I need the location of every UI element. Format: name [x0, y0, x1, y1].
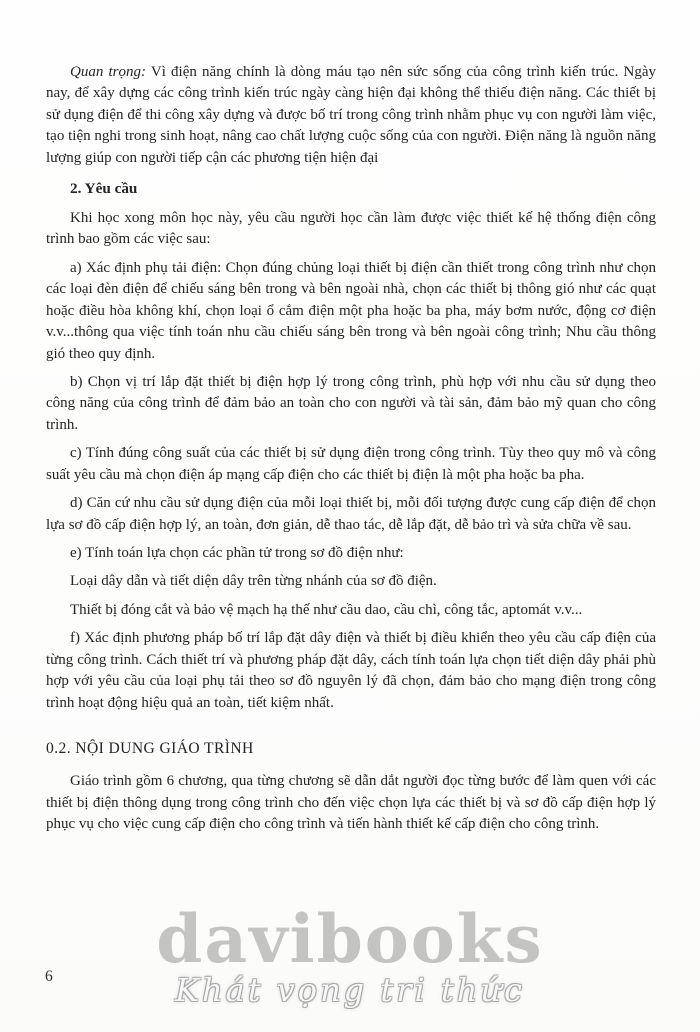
list-item-f: f) Xác định phương pháp bố trí lắp đặt dây điện và thiết bị điều khiển theo yêu cầu cấp điện của từng công trình. Cách thiết trí và phương pháp đặt dây, cách tính toán lựa chọn tiết diện dây phải phù hợp với yêu cầu của loại phụ tải theo sơ đồ nguyên lý đã chọn, đảm bảo cho mạng điện trong công trình hoạt động hiệu quả an toàn, tiết kiệm nhất. — [46, 630, 656, 711]
paragraph-requirements-overview: Khi học xong môn học này, yêu cầu người học cần làm được việc thiết kế hệ thống điện công trình bao gồm các việc sau: — [46, 209, 656, 248]
paragraph-importance-note — [46, 62, 656, 169]
page-text-block — [46, 62, 656, 843]
section-heading-contents: 0.2. NỘI DUNG GIÁO TRÌNH — [46, 740, 254, 758]
importance-note-lead: Quan trọng: — [70, 64, 146, 80]
list-item-e-sub1: Loại dây dẫn và tiết diện dây trên từng nhánh của sơ đồ điện. — [70, 573, 437, 590]
section-heading-requirements: 2. Yêu cầu — [70, 180, 138, 198]
watermark — [0, 900, 700, 1009]
list-item-b: b) Chọn vị trí lắp đặt thiết bị điện hợp lý trong công trình, phù hợp với nhu cầu sử dụng theo công năng của công trình để đảm bảo an toàn cho con người và tài sản, đảm bảo mỹ quan cho công trình. — [46, 373, 656, 433]
list-item-a: a) Xác định phụ tải điện: Chọn đúng chủng loại thiết bị điện cần thiết trong công trình như chọn các loại đèn điện để chiếu sáng bên trong và bên ngoài nhà, chọn các thiết bị thông gió như các quạt hoặc điều hòa không khí, chọn loại ổ cắm điện một pha hoặc ba pha, máy bơm nước, động cơ điện v.v...thông qua việc tính toán nhu cầu chiếu sáng bên trong và bên ngoài công trình; Nhu cầu thông gió theo quy định. — [46, 259, 656, 362]
list-item-e-sub2: Thiết bị đóng cắt và bảo vệ mạch hạ thế như cầu dao, cầu chì, công tắc, aptomát v.v... — [70, 601, 583, 618]
watermark-slogan-text: Khát vọng tri thức — [175, 971, 525, 1009]
list-item-d: d) Căn cứ nhu cầu sử dụng điện của mỗi loại thiết bị, mỗi đối tượng được cung cấp điện để chọn lựa sơ đồ cấp điện hợp lý, an toàn, đơn giản, dễ thao tác, dễ lắp đặt, dễ bảo trì và sửa chữa về sau. — [46, 495, 656, 533]
list-item-e: e) Tính toán lựa chọn các phần tử trong sơ đồ điện như: — [70, 545, 404, 562]
paragraph-contents-overview: Giáo trình gồm 6 chương, qua từng chương sẽ dẫn dắt người đọc từng bước để làm quen với các thiết bị điện thông dụng trong công trình cho đến việc chọn lựa các thiết bị và sơ đồ cấp điện hợp lý phục vụ cho việc cung cấp điện cho công trình và tiến hành thiết kế cấp điện cho công trình. — [46, 773, 656, 833]
watermark-brand-text: davibooks — [156, 900, 544, 978]
page-number: 6 — [45, 968, 53, 985]
importance-note-text: Vì điện năng chính là dòng máu tạo nên sức sống của công trình kiến trúc. Ngày nay, để xây dựng các công trình kiến trúc ngày càng hiện đại không thể thiếu điện năng. Các thiết bị sử dụng điện để thi công xây dựng và được bố trí trong công trình nhằm phục vụ con người làm việc, tạo tiện nghi trong sinh hoạt, nâng cao chất lượng cuộc sống của con người. Điện năng là nguồn năng lượng giúp con người tiếp cận các phương tiện hiện đại — [46, 64, 656, 166]
list-item-c: c) Tính đúng công suất của các thiết bị sử dụng điện trong công trình. Tùy theo quy mô và công suất yêu cầu mà chọn điện áp mạng cấp điện cho các thiết bị điện là một pha hoặc ba pha. — [46, 445, 656, 483]
